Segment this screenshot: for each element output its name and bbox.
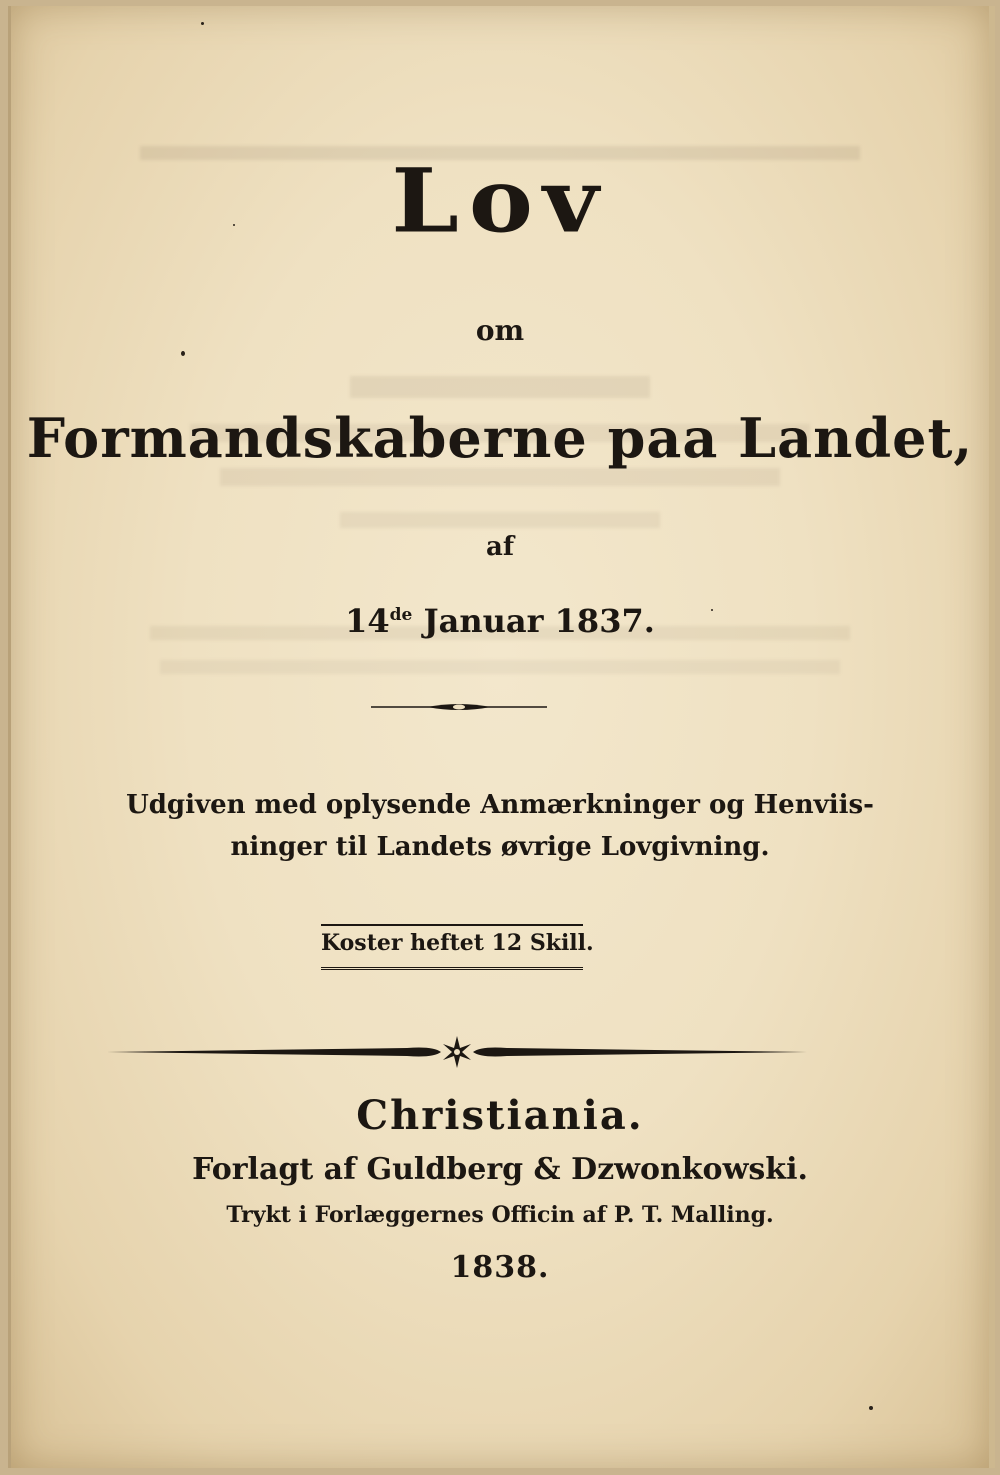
imprint-year: 1838. — [450, 1250, 550, 1285]
price-box — [321, 924, 594, 970]
paper-speck — [869, 1406, 873, 1410]
book-subject: Formandskaberne paa Landet, — [26, 406, 974, 470]
date-day-suffix: de — [389, 605, 413, 625]
description-line-2: ninger til Landets øvrige Lovgivning. — [230, 832, 770, 862]
date-connector: af — [485, 532, 515, 562]
imprint-printer: Trykt i Forlæggernes Officin af P. T. Malling. — [226, 1202, 774, 1228]
date-month-year: Januar 1837. — [423, 602, 655, 640]
star-ornament-rule — [107, 1032, 807, 1072]
law-date — [11, 602, 989, 640]
imprint-city: Christiania. — [356, 1092, 644, 1139]
imprint-publisher: Forlagt af Guldberg & Dzwonkowski. — [192, 1152, 808, 1187]
title-page — [8, 6, 995, 1468]
title-connector: om — [475, 314, 525, 347]
star-icon — [443, 1036, 471, 1068]
description-line-1: Udgiven med oplysende Anmærkninger og Henviis- — [126, 790, 874, 820]
price-text: Koster heftet 12 Skill. — [321, 930, 594, 956]
paper-speck — [181, 351, 185, 356]
ornamental-rule — [371, 700, 547, 714]
date-day: 14 — [345, 602, 390, 640]
book-title: Lov — [391, 148, 609, 253]
paper-speck — [201, 22, 204, 25]
